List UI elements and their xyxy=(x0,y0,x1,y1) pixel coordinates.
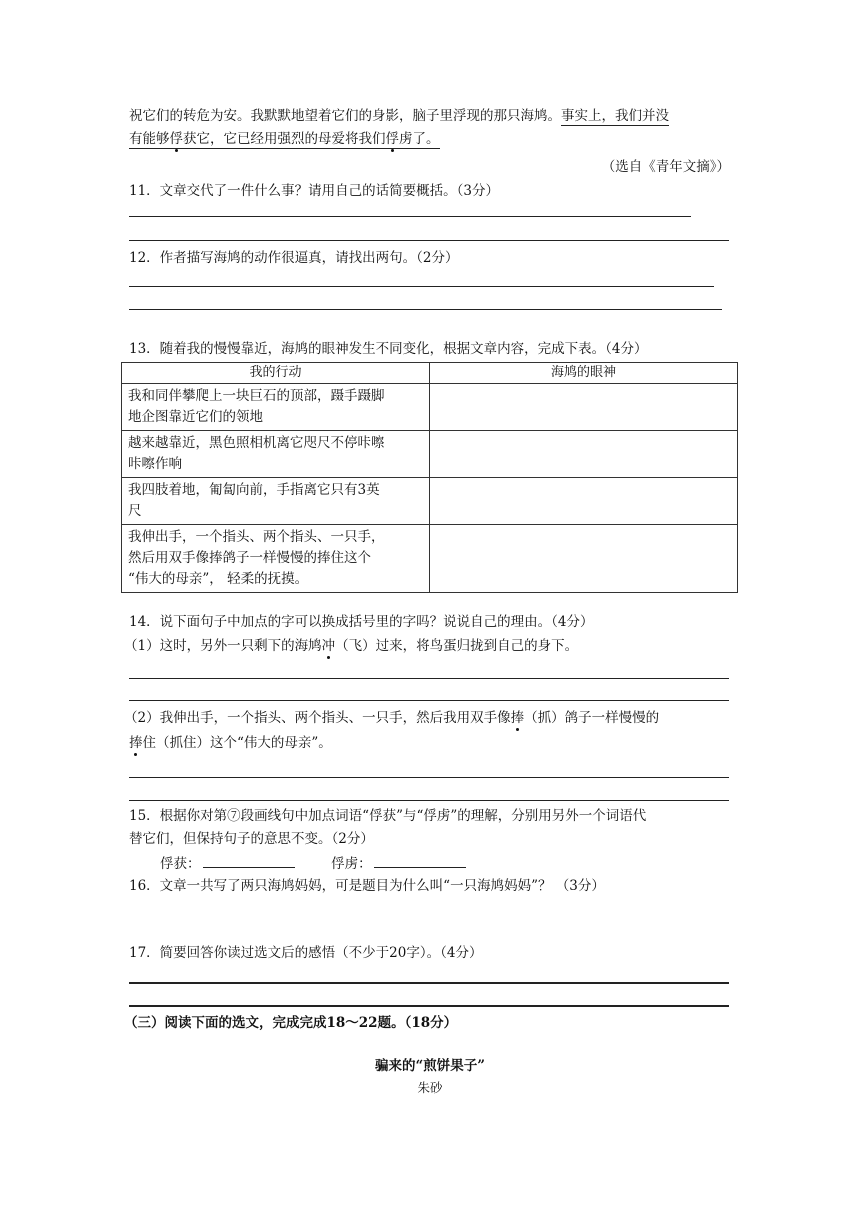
answer-line[interactable] xyxy=(129,800,729,801)
question-14-sentence-2-line-1: （2）我伸出手，一个指头、两个指头、一只手，然后我用双手像捧（抓）鸽子一样慢慢的 xyxy=(124,710,660,726)
answer-line[interactable] xyxy=(129,286,714,287)
answer-line[interactable] xyxy=(129,1005,729,1007)
action-cell: 我和同伴攀爬上一块巨石的顶部，蹑手蹑脚 地企图靠近它们的领地 xyxy=(122,384,430,431)
label-fuhuo: 俘获： xyxy=(160,856,201,872)
question-16: 16．文章一共写了两只海鸠妈妈，可是题目为什么叫“一只海鸠妈妈”？ （3分） xyxy=(129,878,605,894)
gaze-answer-cell[interactable] xyxy=(430,478,738,525)
question-15-fill xyxy=(160,853,466,874)
passage-line-2: 有能够俘获它，它已经用强烈的母爱将我们俘虏了。 xyxy=(129,131,440,147)
action-cell: 我伸出手，一个指头、两个指头、一只手， 然后用双手像捧鸽子一样慢慢的捧住这个 “伟大的母亲”， 轻柔的抚摸。 xyxy=(122,525,430,593)
article-author: 朱砂 xyxy=(417,1080,443,1095)
question-14-sentence-2-line-2: 捧住（抓住）这个“伟大的母亲”。 xyxy=(129,735,332,751)
section-3-heading: （三）阅读下面的选文，完成完成18～22题。（18分） xyxy=(124,1015,458,1031)
gaze-answer-cell[interactable] xyxy=(430,431,738,478)
action-cell: 越来越靠近，黑色照相机离它咫尺不停咔嚓 咔嚓作响 xyxy=(122,431,430,478)
underlined-sentence: 事实上，我们并没 xyxy=(561,108,669,124)
header-gaze: 海鸠的眼神 xyxy=(430,363,738,384)
label-fulu: 俘虏： xyxy=(331,856,372,872)
dotted-char: 捧 xyxy=(129,735,143,751)
question-15-line-2: 替它们，但保持句子的意思不变。（2分） xyxy=(129,831,374,847)
answer-line[interactable] xyxy=(129,309,722,310)
table-row xyxy=(122,478,738,525)
answer-line[interactable] xyxy=(129,216,691,217)
question-15-line-1: 15．根据你对第⑦段画线句中加点词语“俘获”与“俘虏”的理解，分别用另外一个词语代 xyxy=(129,808,647,824)
passage-line-1: 祝它们的转危为安。我默默地望着它们的身影，脑子里浮现的那只海鸠。事实上，我们并没 xyxy=(129,108,669,124)
answer-line[interactable] xyxy=(129,678,729,679)
question-13: 13．随着我的慢慢靠近，海鸠的眼神发生不同变化，根据文章内容，完成下表。（4分） xyxy=(129,341,648,357)
question-14: 14．说下面句子中加点的字可以换成括号里的字吗？说说自己的理由。（4分） xyxy=(129,614,594,630)
fulu-blank[interactable] xyxy=(374,853,466,868)
table-header-row xyxy=(122,363,738,384)
dotted-char: 冲 xyxy=(321,638,336,654)
gaze-answer-cell[interactable] xyxy=(430,525,738,593)
dotted-char: 捧 xyxy=(510,710,525,726)
action-gaze-table xyxy=(121,362,738,593)
article-title: 骗来的“煎饼果子” xyxy=(374,1058,486,1074)
dotted-char: 俘 xyxy=(169,131,183,147)
passage-source: （选自《青年文摘》） xyxy=(601,159,730,175)
table-row xyxy=(122,384,738,431)
question-11: 11．文章交代了一件什么事？请用自己的话简要概括。（3分） xyxy=(129,183,500,199)
gaze-answer-cell[interactable] xyxy=(430,384,738,431)
answer-line[interactable] xyxy=(129,982,729,984)
header-my-action: 我的行动 xyxy=(122,363,430,384)
table-row xyxy=(122,431,738,478)
answer-line[interactable] xyxy=(129,700,729,701)
answer-line[interactable] xyxy=(129,777,729,778)
fuhuo-blank[interactable] xyxy=(203,853,295,868)
action-cell: 我四肢着地，匍匐向前，手指离它只有3英 尺 xyxy=(122,478,430,525)
question-12: 12．作者描写海鸠的动作很逼真，请找出两句。（2分） xyxy=(129,250,459,266)
question-14-sentence-1: （1）这时，另外一只剩下的海鸠冲（飞）过来，将鸟蛋归拢到自己的身下。 xyxy=(124,638,579,654)
question-17: 17．简要回答你读过选文后的感悟（不少于20字）。（4分） xyxy=(129,945,483,961)
answer-line[interactable] xyxy=(129,240,729,241)
table-row xyxy=(122,525,738,593)
dotted-char: 俘 xyxy=(385,131,399,147)
